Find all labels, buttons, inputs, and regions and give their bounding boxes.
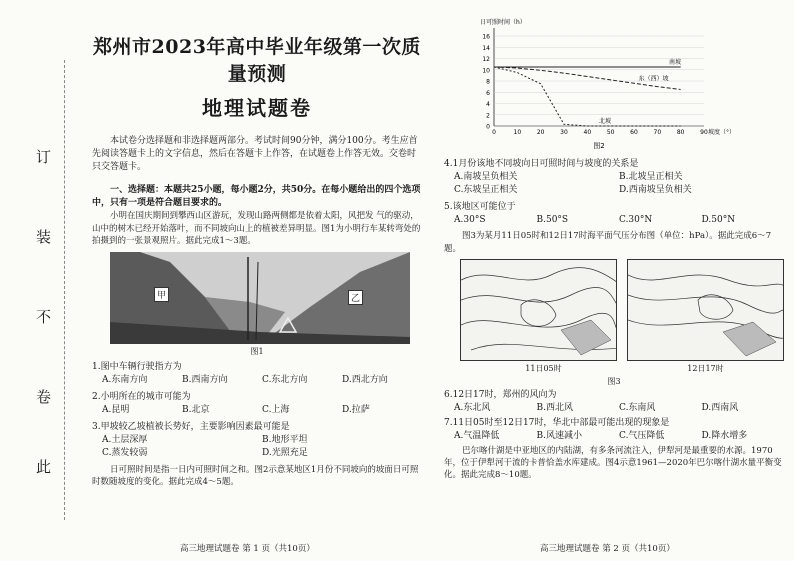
- question-options: [444, 402, 784, 415]
- passage-4: 巴尔喀什湖是中亚地区的内陆湖，有多条河流注入，伊犁河是最重要的水源。1970年，位于伊犁河干流的卡普恰盖水库建成。图4示意1961—2020年巴尔喀什湖水量平衡变化。据此完成8～10题。: [444, 446, 782, 480]
- option: D.50°N: [701, 215, 736, 225]
- option: D.降水增多: [701, 431, 748, 441]
- y-tick-label: 16: [482, 33, 490, 41]
- option: C.蒸发较弱: [102, 447, 148, 458]
- right-column: [444, 14, 784, 481]
- x-tick-label: 40: [583, 129, 592, 136]
- option: D.西南坡呈负相关: [619, 185, 692, 195]
- option: A.东北风: [454, 403, 491, 413]
- option: B.50°S: [536, 215, 569, 225]
- question-text: 7.11日05时至12日17时，华北中部最可能出现的现象是: [444, 418, 670, 428]
- y-tick-label: 12: [482, 56, 490, 63]
- option: C.东北方向: [262, 374, 308, 385]
- x-tick-label: 60: [630, 129, 638, 136]
- x-tick-label: 80: [676, 129, 685, 136]
- figure-1-caption: 图1: [250, 346, 264, 356]
- option: C.东坡呈正相关: [454, 185, 518, 195]
- option: A.昆明: [102, 404, 130, 415]
- question-text: 4.1月份该地不同坡向日可照时间与坡度的关系是: [444, 159, 639, 169]
- option: B.西北风: [536, 403, 573, 413]
- margin-char: 此: [36, 458, 52, 476]
- question-options: [92, 404, 422, 417]
- sunshine-hours-chart: [444, 14, 774, 154]
- option: A.南坡呈负相关: [454, 172, 518, 182]
- binding-margin: [14, 150, 58, 480]
- question-3: [92, 421, 422, 460]
- margin-char: 不: [36, 308, 52, 326]
- question-1: [92, 361, 422, 387]
- y-axis-label: 日可照时间（h）: [480, 19, 526, 26]
- option: C.气压降低: [619, 431, 665, 441]
- x-tick-label: 90: [700, 129, 708, 136]
- left-column: [92, 20, 422, 489]
- question-options: [444, 214, 784, 227]
- option: C.上海: [262, 404, 290, 415]
- question-options: [444, 430, 784, 443]
- x-tick-label: 30: [560, 129, 568, 136]
- option: A.土层深厚: [102, 434, 148, 445]
- question-text: 5.该地区可能位于: [444, 202, 516, 212]
- pressure-map-right: [627, 259, 784, 361]
- option: A.30°S: [454, 215, 486, 225]
- passage-2: 日可照时间是指一日内可照时间之和。图2示意某地区1月份不同坡向的坡面日可照时数随坡度的变化。据此完成4～5题。: [92, 464, 419, 487]
- section-heading: 一、选择题：本题共25小题，每小题2分，共50分。在每小题给出的四个选项中，只有一项是符合题目要求的。: [92, 185, 421, 208]
- isobar-map-image: [628, 260, 784, 360]
- option: C.30°N: [619, 215, 653, 225]
- option: B.北京: [182, 404, 210, 415]
- figure-1-photo: [110, 252, 410, 344]
- map-label-right: 12日17时: [687, 364, 724, 373]
- question-options: [444, 171, 784, 197]
- question-5: [444, 201, 784, 227]
- figure-2-chart: [444, 14, 774, 154]
- option: A.东南方向: [102, 374, 148, 385]
- question-text: 1.图中车辆行驶指方为: [92, 361, 182, 372]
- margin-char: 订: [36, 148, 52, 166]
- binding-line: [64, 60, 65, 520]
- margin-char: 装: [36, 228, 52, 246]
- option: A.气温降低: [454, 431, 500, 441]
- question-2: [92, 391, 422, 417]
- option: D.西北方向: [342, 374, 388, 385]
- x-axis-label: 坡度（°）: [708, 129, 736, 136]
- option: C.东南风: [619, 403, 656, 413]
- passage-3: 图3为某月11日05时和12日17时海平面气压分布图（单位：hPa）。据此完成6～7题。: [444, 231, 772, 254]
- option: B.北坡呈正相关: [619, 172, 683, 182]
- y-tick-label: 8: [486, 78, 490, 86]
- isobar-map-image: [461, 260, 617, 360]
- margin-char: 卷: [36, 388, 52, 406]
- option: D.西南风: [701, 403, 739, 413]
- x-tick-label: 10: [513, 129, 522, 136]
- y-tick-label: 10: [482, 67, 490, 75]
- label-jia: 甲: [154, 287, 169, 302]
- passage-1: 小明在国庆期间到攀西山区游玩，发现山路两侧都是依着太阳，风把发 气的驱动，山中的树木已经开始落叶，而不同坡向山上的植被差异明显。图1为小明行车某转弯处的拍摄到的一张景观照片。据此完成1～3题。: [92, 211, 421, 246]
- footer-right: 高三地理试题卷 第 2 页（共10页）: [540, 544, 675, 554]
- x-tick-label: 70: [653, 129, 662, 136]
- map-label-left: 11日05时: [525, 364, 562, 373]
- question-text: 2.小明所在的城市可能为: [92, 391, 191, 402]
- question-options: [92, 434, 422, 460]
- question-7: [444, 417, 784, 443]
- x-tick-label: 20: [536, 129, 545, 136]
- y-tick-label: 4: [486, 101, 490, 108]
- label-yi: 乙: [348, 290, 363, 305]
- y-tick-label: 14: [482, 44, 490, 52]
- option: D.拉萨: [342, 404, 370, 415]
- question-4: [444, 158, 784, 197]
- exam-subtitle: 地理试题卷: [202, 96, 312, 120]
- question-text: 3.甲坡较乙坡植被长势好，主要影响因素最可能是: [92, 421, 290, 432]
- option: B.风速减小: [536, 431, 582, 441]
- figure-3-maps: [444, 259, 784, 361]
- question-text: 6.12日17时，郑州的风向为: [444, 390, 557, 400]
- figure-2-caption: 图2: [593, 142, 605, 150]
- intro-text: 本试卷分选择题和非选择题两部分。考试时间90分钟，满分100分。考生应首先阅读答题卡上的文字信息，然后在答题卡上作答，在试题卷上作答无效。交卷时只交答题卡。: [92, 136, 418, 172]
- x-tick-label: 50: [606, 129, 615, 136]
- y-tick-label: 0: [486, 123, 490, 131]
- pressure-map-left: [460, 259, 617, 361]
- series-label: 北坡: [599, 118, 612, 125]
- figure-3-caption: 图3: [607, 377, 621, 386]
- exam-title: 郑州市2023年高中毕业年级第一次质量预测: [93, 36, 421, 85]
- question-6: [444, 389, 784, 415]
- option: B.西南方向: [182, 374, 228, 385]
- footer-left: 高三地理试题卷 第 1 页（共10页）: [180, 544, 315, 554]
- series-label: 东（西）坡: [638, 75, 669, 83]
- x-tick-label: 0: [492, 129, 496, 136]
- y-tick-label: 2: [486, 112, 490, 120]
- option: D.光照充足: [262, 447, 308, 458]
- map-labels: [444, 363, 784, 374]
- series-label: 南坡: [669, 58, 682, 66]
- question-options: [92, 374, 422, 387]
- y-tick-label: 6: [486, 89, 490, 97]
- option: B.地形平坦: [262, 434, 308, 445]
